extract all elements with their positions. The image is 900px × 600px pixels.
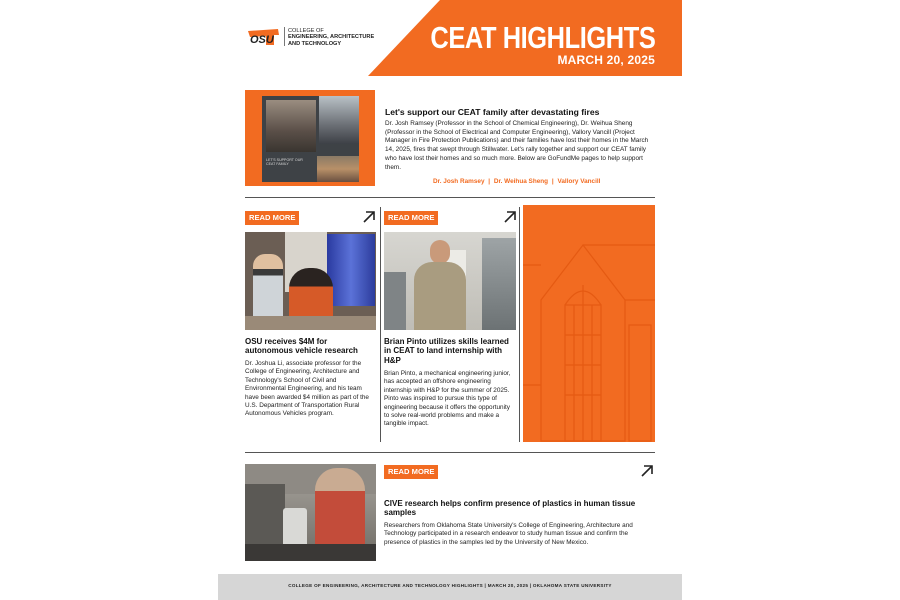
read-more-button[interactable]: READ MORE — [384, 210, 438, 225]
footer-text: COLLEGE OF ENGINEERING, ARCHITECTURE AND TECHNOLOGY HIGHLIGHTS | MARCH 20, 2025 | OKLAHOMA STATE UNIVERSITY — [288, 583, 612, 588]
collage-photo-couple — [319, 96, 359, 144]
link-separator: | — [488, 178, 491, 185]
feature-image[interactable] — [245, 90, 375, 186]
photo-desk — [245, 316, 376, 330]
newsletter-title: CEAT HIGHLIGHTS — [430, 20, 655, 55]
photo-person-head — [430, 240, 450, 264]
logo-letters: OSU — [250, 34, 274, 46]
collage-caption: LET'S SUPPORT OUR CEAT FAMILY — [266, 158, 303, 167]
photo-machinery — [482, 238, 516, 330]
newsletter-date: MARCH 20, 2025 — [557, 53, 655, 67]
wordmark-line3: AND TECHNOLOGY — [288, 40, 342, 47]
arrow-up-right-icon[interactable] — [503, 210, 517, 224]
story-title[interactable]: Brian Pinto utilizes skills learned in CEAT to land internship with H&P — [384, 337, 509, 365]
story-title[interactable]: OSU receives $4M for autonomous vehicle research — [245, 337, 358, 356]
collage-photo-family-2 — [317, 156, 359, 182]
section-divider — [245, 197, 655, 198]
wordmark-line1: COLLEGE OF — [288, 28, 324, 34]
story-photo-brian-pinto[interactable] — [384, 232, 516, 330]
story-body: Dr. Joshua Li, associate professor for the College of Engineering, Architecture and Technology's School of Civil and Environmental Engineering, and his team have been awarded $4 million as part of the U.S. Department of Transportation Rural Autonomous Vehicles program. — [245, 360, 369, 418]
link-josh-ramsey[interactable]: Dr. Josh Ramsey — [433, 178, 485, 185]
logo-divider — [284, 27, 285, 46]
feature-body: Dr. Josh Ramsey (Professor in the School of Chemical Engineering), Dr. Weihua Sheng (Professor in the School of Electrical and Computer Engineering), Vallory Vancill (Project Manager in Fire Protection Publications) and their families have lost their homes in the March 14, 2025, fires that swept through Stillwater. Let's rally together and support our CEAT family who have lost their homes and so much more. Below are GoFundMe pages to help support them. — [385, 120, 649, 171]
arrow-up-right-icon[interactable] — [362, 210, 376, 224]
story-title[interactable]: CIVE research helps confirm presence of plastics in human tissue samples — [384, 499, 636, 518]
story-body: Brian Pinto, a mechanical engineering junior, has accepted an offshore engineering internship with H&P for the summer of 2025. Pinto was inspired to pursue this type of engineering because it offers the opportunity to solve real-world problems and make a tangible impact. — [384, 370, 511, 428]
building-illustration — [523, 205, 655, 442]
column-divider — [519, 207, 520, 442]
link-weihua-sheng[interactable]: Dr. Weihua Sheng — [493, 178, 549, 185]
gofundme-links — [433, 178, 600, 185]
link-vallory-vancill[interactable]: Vallory Vancill — [557, 178, 601, 185]
building-line-art — [523, 205, 655, 442]
story-body: Researchers from Oklahoma State University's College of Engineering, Architecture and Technology participated in a research endeavor to study human tissue and confirm the presence of plastics in the samples led by the University of New Mexico. — [384, 522, 633, 546]
photo-collage — [262, 96, 359, 182]
photo-monitor — [327, 234, 375, 306]
arrow-up-right-icon[interactable] — [640, 464, 654, 478]
story-photo-autonomous-vehicle[interactable] — [245, 232, 376, 330]
osu-logo-icon — [246, 28, 280, 46]
link-separator: | — [551, 178, 554, 185]
read-more-button[interactable]: READ MORE — [245, 210, 299, 225]
wordmark-line2: ENGINEERING, ARCHITECTURE — [288, 34, 375, 41]
section-divider — [245, 452, 655, 453]
read-more-button[interactable]: READ MORE — [384, 464, 438, 479]
story-photo-cive-research[interactable] — [245, 464, 376, 561]
column-divider — [380, 207, 381, 442]
feature-title: Let's support our CEAT family after devastating fires — [385, 107, 600, 117]
photo-person-body — [414, 262, 466, 330]
collage-photo-family-1 — [266, 100, 316, 152]
college-wordmark — [288, 28, 398, 47]
photo-instrument — [245, 484, 285, 544]
photo-bench — [245, 544, 376, 561]
photo-sample-device — [283, 508, 307, 548]
photo-equipment-left — [384, 272, 406, 330]
newsletter-page — [218, 0, 682, 600]
footer-bar — [218, 574, 682, 600]
